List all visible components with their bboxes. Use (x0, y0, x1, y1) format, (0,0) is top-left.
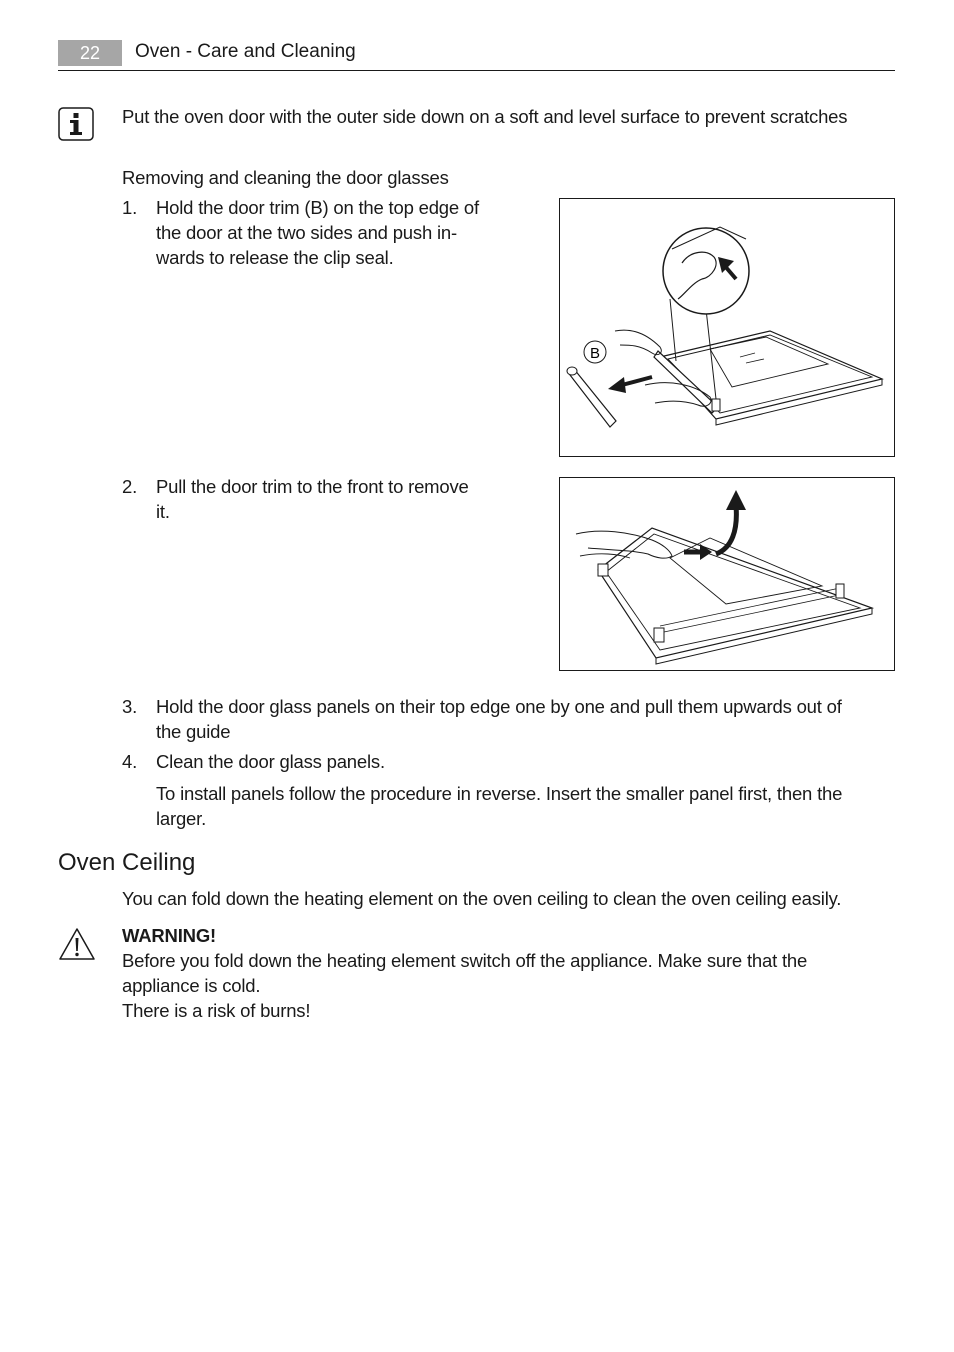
step-2-line-1: Pull the door trim to the front to remove (156, 476, 469, 497)
page-number: 22 (58, 40, 122, 66)
step-4-line-1: Clean the door glass panels. (156, 751, 385, 772)
step-1-line-1: Hold the door trim (B) on the top edge of (156, 197, 479, 218)
warning-line-1: Before you fold down the heating element switch off the appliance. Make sure that the (122, 950, 808, 971)
header-title: Oven - Care and Cleaning (135, 41, 356, 62)
header-rule (58, 70, 895, 71)
figure-label-b: B (589, 345, 601, 362)
oven-ceiling-heading: Oven Ceiling (58, 849, 196, 876)
warning-line-3: There is a risk of burns! (122, 1000, 311, 1021)
step-3-line-1: Hold the door glass panels on their top edge one by one and pull them upwards out of (156, 696, 842, 717)
info-note-text: Put the oven door with the outer side down on a soft and level surface to prevent scratches (122, 106, 848, 127)
step-1-line-3: wards to release the clip seal. (156, 247, 394, 268)
step-2-number: 2. (122, 476, 138, 497)
install-note-line-1: To install panels follow the procedure in reverse. Insert the smaller panel first, then the (156, 783, 843, 804)
oven-ceiling-intro: You can fold down the heating element on the oven ceiling to clean the oven ceiling easily. (122, 888, 842, 909)
step-2-line-2: it. (156, 501, 170, 522)
step-3-number: 3. (122, 696, 138, 717)
step-3-line-2: the guide (156, 721, 231, 742)
warning-line-2: appliance is cold. (122, 975, 261, 996)
install-note-line-2: larger. (156, 808, 207, 829)
figure-door-trim-remove (559, 477, 895, 671)
step-1-line-2: the door at the two sides and push in- (156, 222, 457, 243)
step-1-number: 1. (122, 197, 138, 218)
warning-icon (58, 926, 96, 962)
info-icon (58, 107, 94, 141)
warning-title: WARNING! (122, 925, 216, 946)
section-title-door-glasses: Removing and cleaning the door glasses (122, 167, 449, 188)
figure-door-trim-release (559, 198, 895, 457)
step-4-number: 4. (122, 751, 138, 772)
